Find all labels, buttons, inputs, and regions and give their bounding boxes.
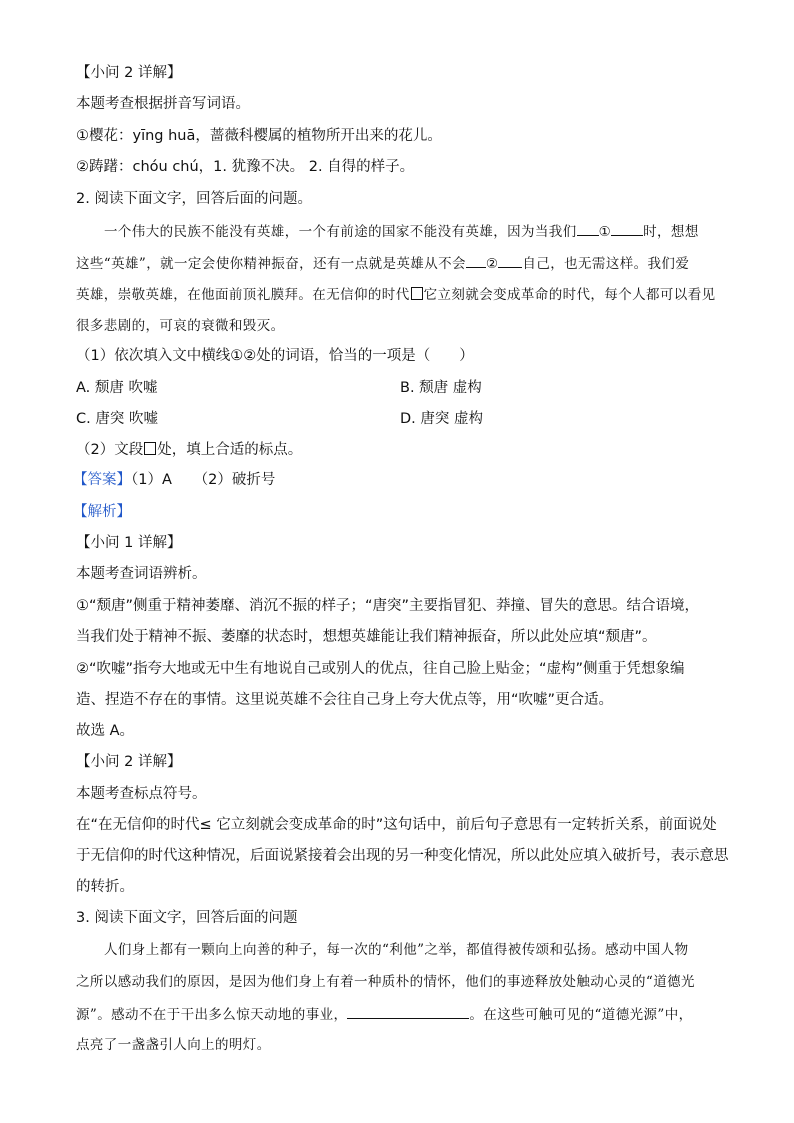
section-heading: 【小问 2 详解】 (76, 754, 182, 770)
passage-text: 自己，也无需这样。我们爱 (522, 256, 690, 272)
section-intro: 本题考查词语辨析。 (76, 566, 207, 582)
option-b: B. 颓唐 虚构 (400, 380, 482, 396)
fill-blank (498, 253, 522, 268)
analysis-paragraph-2-cont: 造、捏造不存在的事情。这里说英雄不会往自己身上夸大优点等，用“吹嘘”更合适。 (76, 692, 614, 708)
blank-box (144, 442, 156, 455)
passage-line-2 (76, 253, 689, 274)
section-heading: 【小问 2 详解】 (76, 65, 182, 81)
option-c: C. 唐突 吹嘘 (76, 411, 158, 427)
analysis-paragraph-1-cont: 当我们处于精神不振、萎靡的状态时，想想英雄能让我们精神振奋，所以此处应填“颓唐”。 (76, 629, 657, 645)
answer-line (73, 470, 275, 490)
passage-line-3 (76, 285, 716, 305)
sub-question-2-text: 处，填上合适的标点。 (157, 442, 303, 458)
option-a: A. 颓唐 吹嘘 (76, 380, 158, 396)
analysis-text-line-2: 于无信仰的时代这种情况，后面说紧接着会出现的另一种变化情况，所以此处应填入破折号，表示意思 (76, 848, 729, 864)
passage-line-3 (76, 1004, 693, 1025)
passage-line-1: 人们身上都有一颗向上向善的种子，每一次的“利他”之举，都值得被传颂和弘扬。感动中国人物 (104, 942, 689, 958)
explanation-item-1: ①樱花：yīng huā，蔷薇科樱属的植物所开出来的花儿。 (76, 128, 442, 144)
sub-question-2-text: （2）文段 (76, 442, 144, 458)
section-intro: 本题考查根据拼音写词语。 (76, 96, 250, 112)
fill-blank (347, 1004, 469, 1019)
passage-text: 一个伟大的民族不能没有英雄，一个有前途的国家不能没有英雄，因为当我们 (104, 224, 577, 240)
fill-blank (611, 221, 643, 236)
option-d: D. 唐突 虚构 (400, 411, 483, 427)
sub-question-2 (76, 440, 302, 460)
passage-text: 源”。感动不在于干出多么惊天动地的事业， (76, 1007, 348, 1023)
passage-text: 英雄，崇敬英雄，在他面前顶礼膜拜。在无信仰的时代 (76, 287, 410, 303)
answer-label: 【答案】 (73, 472, 131, 488)
fill-blank (466, 253, 486, 268)
analysis-text-line-3: 的转折。 (76, 879, 134, 895)
passage-line-4: 很多悲剧的，可哀的衰微和毁灭。 (76, 318, 285, 334)
analysis-text-line-1: 在“在无信仰的时代≤ 它立刻就会变成革命的时”这句话中，前后句子意思有一定转折关系，前面说处 (76, 817, 717, 833)
explanation-item-2: ②踌躇：chóu chú，1. 犹豫不决。 2. 自得的样子。 (76, 159, 415, 175)
blank-marker-2: ② (485, 256, 499, 272)
passage-text: 它立刻就会变成革命的时代，每个人都可以看见 (423, 287, 716, 303)
conclusion: 故选 A。 (76, 723, 135, 739)
blank-box (411, 287, 423, 300)
passage-line-4: 点亮了一盏盏引人向上的明灯。 (76, 1037, 271, 1053)
passage-line-1 (104, 221, 699, 242)
sub-question-1: （1）依次填入文中横线①②处的词语，恰当的一项是（ ） (76, 348, 474, 364)
answer-text: （1）A （2）破折号 (131, 472, 276, 488)
analysis-paragraph-2: ②“吹嘘”指夸大地或无中生有地说自己或别人的优点，往自己脸上贴金；“虚构”侧重于凭想象编 (76, 661, 685, 677)
passage-text: 。在这些可触可见的“道德光源”中， (469, 1007, 693, 1023)
section-intro: 本题考查标点符号。 (76, 786, 207, 802)
passage-text: 这些“英雄”，就一定会使你精神振奋，还有一点就是英雄从不会 (76, 256, 466, 272)
question-2-title: 2. 阅读下面文字，回答后面的问题。 (76, 191, 312, 207)
analysis-paragraph-1: ①“颓唐”侧重于精神萎靡、消沉不振的样子；“唐突”主要指冒犯、莽撞、冒失的意思。结合语境， (76, 598, 700, 614)
passage-line-2: 之所以感动我们的原因，是因为他们身上有着一种质朴的情怀，他们的事迹释放处触动心灵的“道德光 (76, 974, 695, 990)
fill-blank (577, 221, 599, 236)
question-3-title: 3. 阅读下面文字，回答后面的问题 (76, 910, 298, 926)
passage-text: 时，想想 (643, 224, 699, 240)
blank-marker-1: ① (598, 224, 612, 240)
analysis-label: 【解析】 (73, 504, 131, 520)
section-heading: 【小问 1 详解】 (76, 535, 182, 551)
